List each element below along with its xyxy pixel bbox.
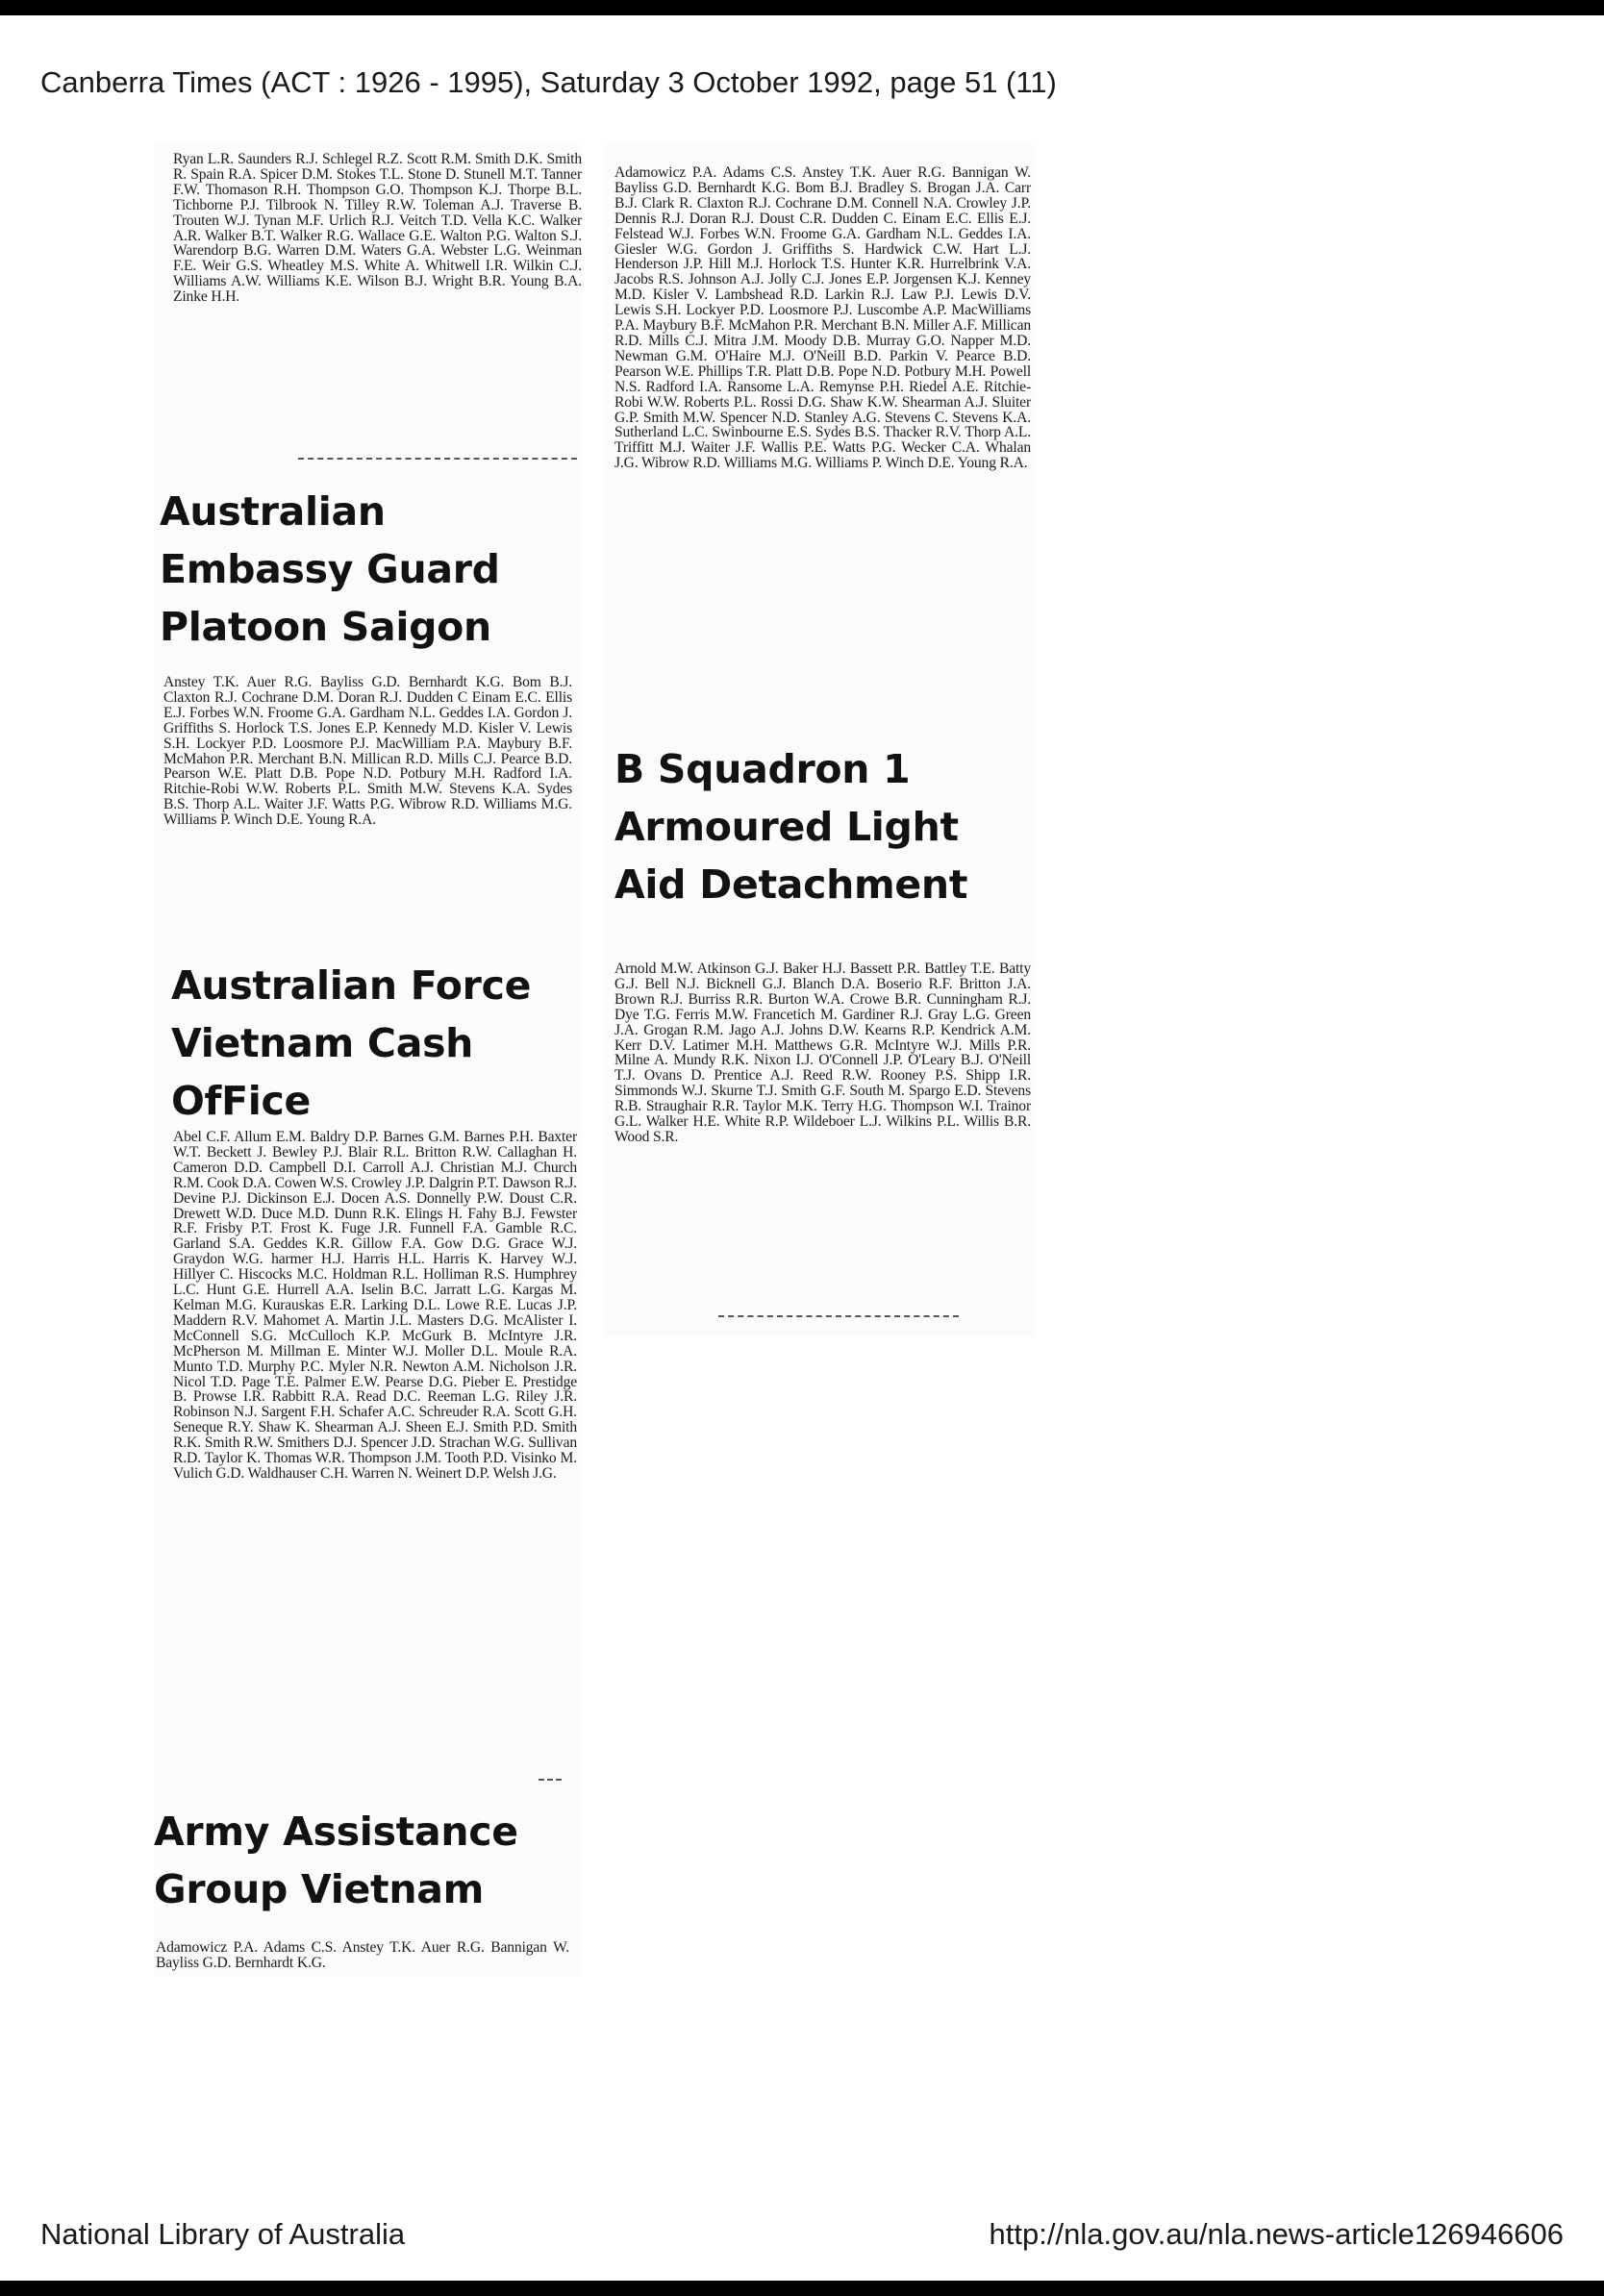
bottom-border [0,2281,1604,2296]
heading-army-assistance: Army Assistance Group Vietnam [154,1809,518,1912]
names-list-top-right: Adamowicz P.A. Adams C.S. Anstey T.K. Auer R.G. Bannigan W. Bayliss G.D. Bernhardt K.G. Bom B.J. Bradley S. Brogan J.A. Carr B.J. Clark R. Claxton R.J. Cochrane D.M. Connell N.A. Crowley J.P. Dennis R.J. Doran R.J. Doust C.R. Dudden C. Einam E.C. Ellis E.J. Felstead W.J. Forbes W.N. Froome G.A. Gardham N.L. Geddes I.A. Giesler W.G. Gordon J. Griffiths S. Hardwick C.W. Hart L.J. Henderson J.P. Hill M.J. Horlock T.S. Hunter K.R. Hurrelbrink V.A. Jacobs R.S. Johnson A.J. Jolly C.J. Jones E.P. Jorgensen K.J. Kenney M.D. Kisler V. Lambshead R.D. Larkin R.J. Law P.J. Lewis D.V. Lewis S.H. Lockyer P.D. Loosmore P.J. Luscombe A.P. MacWilliams P.A. Maybury B.F. McMahon P.R. Merchant B.N. Miller A.F. Millican R.D. Mills C.J. Mitra J.M. Moody D.B. Murray G.O. Napper M.D. Newman G.M. O'Haire M.J. O'Neill B.D. Parkin V. Pearce B.D. Pearson W.E. Phillips T.R. Platt D.B. Pope N.D. Potbury M.H. Powell N.S. Radford I.A. Ransome L.A. Remynse P.H. Riedel A.E. Ritchie-Robi W.W. Roberts P.L. Rossi D.G. Shaw K.W. Shearman A.J. Sluiter G.P. Smith M.W. Spencer N.D. Stanley A.G. Stevens C. Stevens K.A. Sutherland L.C. Swinbourne E.S. Sydes B.S. Thacker R.V. Thorp A.L. Triffitt M.J. Waiter J.F. Wallis P.E. Watts P.G. Wecker C.A. Whalan J.G. Wibrow R.D. Williams M.G. Williams P. Winch D.E. Young R.A. [614,164,1031,472]
section-divider [298,458,577,460]
footer-article-url[interactable]: http://nla.gov.au/nla.news-article126946606 [989,2217,1564,2251]
clipping-right-column [603,144,1036,1336]
names-list-embassy-guard: Anstey T.K. Auer R.G. Bayliss G.D. Bernhardt K.G. Bom B.J. Claxton R.J. Cochrane D.M. Doran R.J. Dudden C Einam E.C. Ellis E.J. Forbes W.N. Froome G.A. Gardham N.L. Geddes I.A. Gordon J. Griffiths S. Horlock T.S. Jones E.P. Kennedy M.D. Kisler V. Lewis S.H. Lockyer P.D. Loosmore P.J. MacWilliam P.A. Maybury B.F. McMahon P.R. Merchant B.N. Millican R.D. Mills C.J. Pearce B.D. Pearson W.E. Platt D.B. Pope N.D. Potbury M.H. Radford I.A. Ritchie-Robi W.W. Roberts P.L. Smith M.W. Stevens K.A. Sydes B.S. Thorp A.L. Waiter J.F. Watts P.G. Wibrow R.D. Williams M.G. Williams P. Winch D.E. Young R.A. [163,674,572,829]
heading-cash-office: Australian Force Vietnam Cash OfFice [171,962,532,1124]
footer-publisher: National Library of Australia [40,2217,406,2251]
section-divider-2 [539,1779,562,1781]
names-list-cash-office: Abel C.F. Allum E.M. Baldry D.P. Barnes G.M. Barnes P.H. Baxter W.T. Beckett J. Bewley P.J. Blair R.L. Britton R.W. Callaghan H. Cameron D.D. Campbell D.I. Carroll A.J. Christian M.J. Church R.M. Cook D.A. Cowen W.S. Crowley J.P. Dalgrin P.T. Dawson R.J. Devine P.J. Dickinson E.J. Docen A.S. Donnelly P.W. Doust C.R. Drewett W.D. Duce M.D. Dunn R.K. Elings H. Fahy B.J. Fewster R.F. Frisby P.T. Frost K. Fuge J.R. Funnell F.A. Gamble R.C. Garland S.A. Geddes K.R. Gillow F.A. Gow D.G. Grace W.J. Graydon W.G. harmer H.J. Harris H.L. Harris K. Harvey W.J. Hillyer C. Hiscocks M.C. Holdman R.L. Holliman R.S. Humphrey L.C. Hunt G.E. Hurrell A.A. Iselin B.C. Jarratt L.G. Kargas M. Kelman M.G. Kurauskas E.R. Larking D.L. Lowe R.E. Lucas J.P. Maddern R.V. Mahomet A. Martin J.L. Masters D.G. McAlister I. McConnell S.G. McCulloch K.P. McGurk B. McIntyre J.R. McPherson M. Millman E. Minter W.J. Moller D.L. Moule R.A. Munto T.D. Murphy P.C. Myler N.R. Newton A.M. Nicholson J.R. Nicol T.D. Page T.E. Palmer E.W. Pearse D.G. Pieber E. Prestidge B. Prowse I.R. Rabbitt R.A. Read D.C. Reeman L.G. Riley J.R. Robinson N.J. Sargent F.H. Schafer A.C. Schreuder R.A. Scott G.H. Seneque R.Y. Shaw K. Shearman A.J. Sheen E.J. Smith P.D. Smith R.K. Smith R.W. Smithers D.J. Spencer J.D. Strachan W.G. Sullivan R.D. Taylor K. Thomas W.R. Thompson J.M. Tooth P.D. Visinko M. Vulich G.D. Waldhauser C.H. Warren N. Weinert D.P. Welsh J.G. [173,1129,577,1482]
names-list-army-assistance: Adamowicz P.A. Adams C.S. Anstey T.K. Auer R.G. Bannigan W. Bayliss G.D. Bernhardt K.G. [156,1940,569,1971]
heading-b-squadron: B Squadron 1 Armoured Light Aid Detachment [614,746,968,908]
end-divider [718,1315,959,1317]
clipping-left-column [154,144,582,1976]
top-border [0,0,1604,15]
names-list-b-squadron: Arnold M.W. Atkinson G.J. Baker H.J. Bassett P.R. Battley T.E. Batty G.J. Bell N.J. Bicknell G.J. Blanch D.A. Boserio R.F. Britton J.A. Brown R.J. Burriss R.R. Burton W.A. Crowe B.R. Cunningham R.J. Dye T.G. Ferris M.W. Francetich M. Gardiner R.J. Gray L.G. Green J.A. Grogan R.M. Jago A.J. Johns D.W. Kearns R.P. Kendrick A.M. Kerr D.V. Latimer M.H. Matthews G.R. McIntyre W.J. Mills P.R. Milne A. Mundy R.K. Nixon I.J. O'Connell J.P. O'Leary B.J. O'Neill T.J. Ovans D. Prentice A.J. Reed R.W. Rooney P.S. Shipp I.R. Simmonds W.J. Skurne T.J. Smith G.F. South M. Spargo E.D. Stevens R.B. Straughair R.R. Taylor M.K. Terry H.G. Thompson W.I. Trainor G.L. Walker H.E. White R.P. Wildeboer L.J. Wilkins P.L. Willis B.R. Wood S.R. [614,961,1031,1145]
heading-embassy-guard: Australian Embassy Guard Platoon Saigon [160,488,500,650]
source-citation: Canberra Times (ACT : 1926 - 1995), Saturday 3 October 1992, page 51 (11) [40,65,1057,99]
names-list-continued: Ryan L.R. Saunders R.J. Schlegel R.Z. Scott R.M. Smith D.K. Smith R. Spain R.A. Spicer D.M. Stokes T.L. Stone D. Stunell M.T. Tanner F.W. Thomason R.H. Thompson G.O. Thompson K.J. Thorpe B.L. Tichborne P.J. Tilbrook N. Tilley R.W. Toleman A.J. Traverse B. Trouten W.J. Tynan M.F. Urlich R.J. Veitch T.D. Vella K.C. Walker A.R. Walker B.T. Walker R.G. Wallace G.E. Walton P.G. Walton S.J. Warendorp B.G. Warren D.M. Waters G.A. Webster L.G. Weinman F.E. Weir G.S. Wheatley M.S. White A. Whitwell I.R. Wilkin C.J. Williams A.W. Williams K.E. Wilson B.J. Wright B.R. Young B.A. Zinke H.H. [173,151,582,306]
